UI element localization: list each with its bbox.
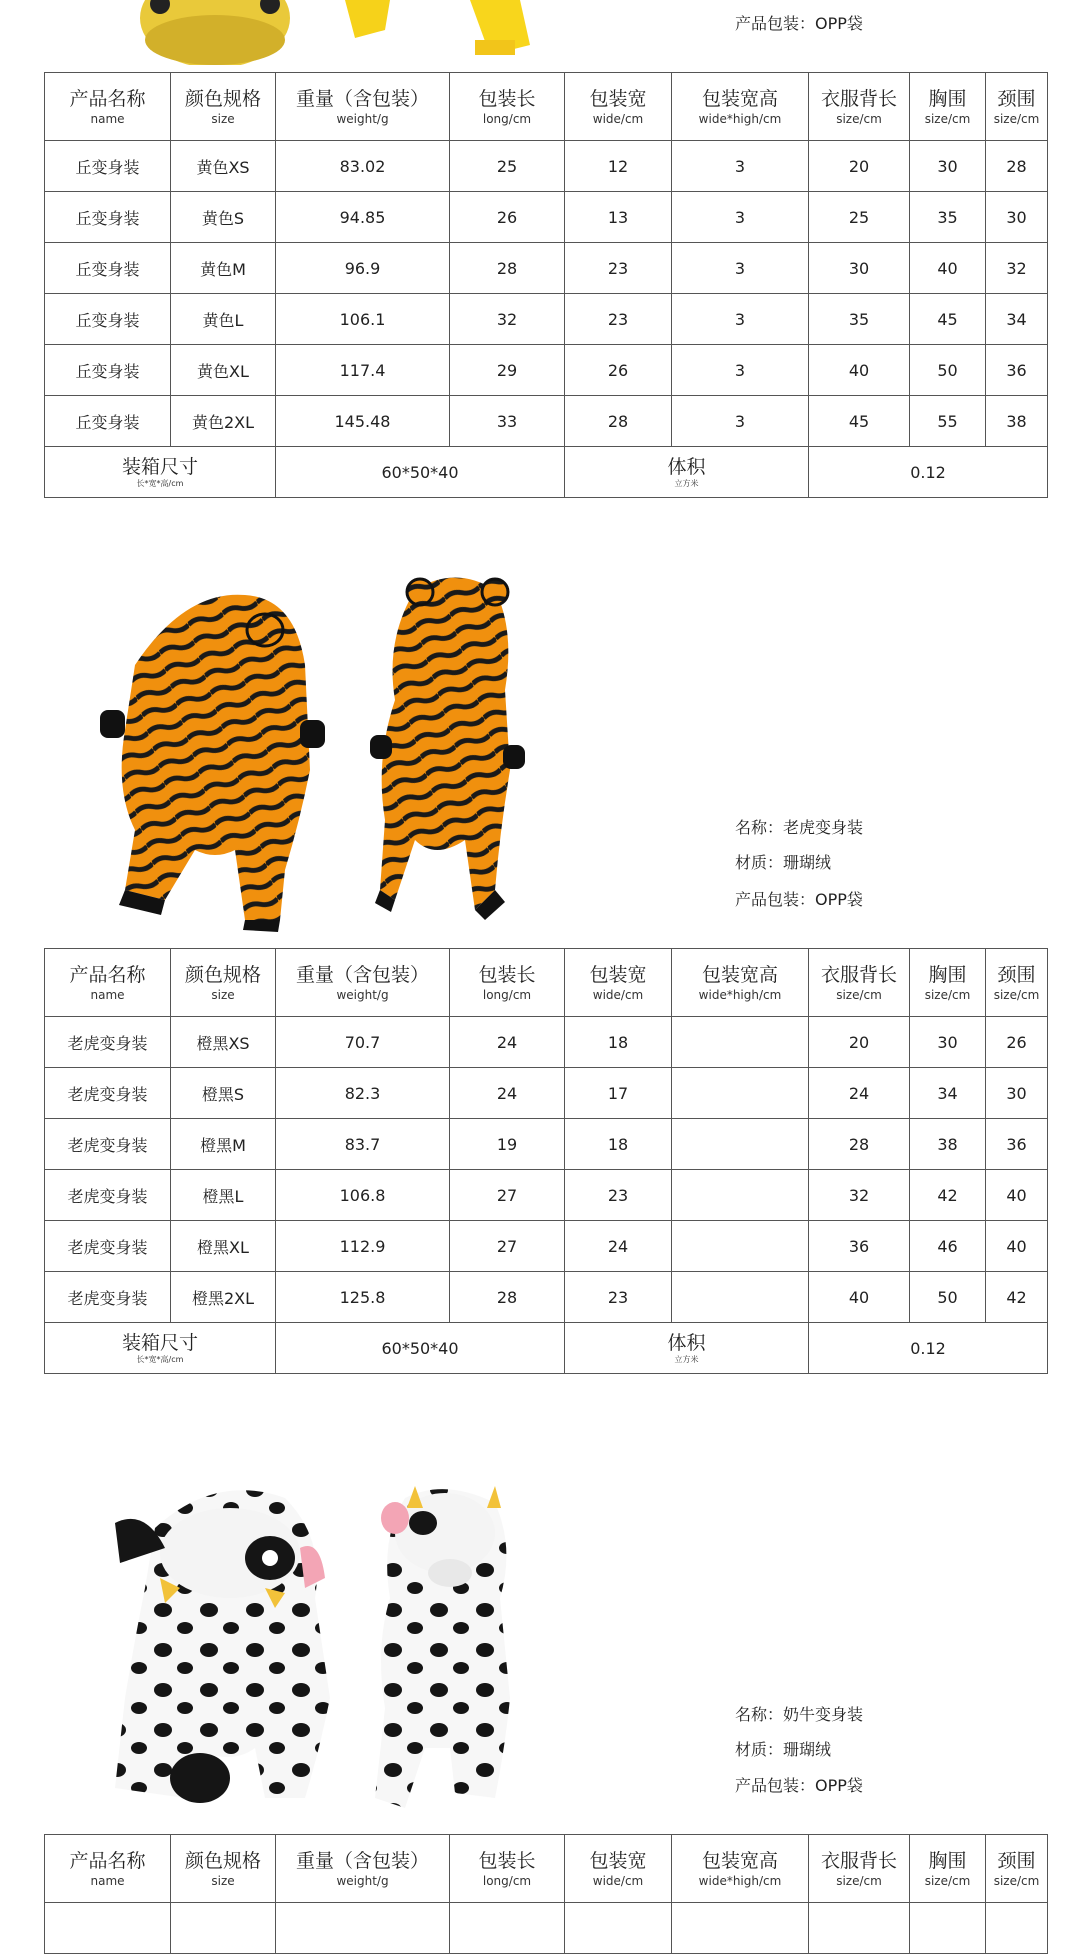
table-cell: 38 bbox=[986, 396, 1048, 447]
table-cell: 老虎变身装 bbox=[45, 1119, 171, 1170]
table-cell: 3 bbox=[672, 294, 809, 345]
table-cell: 45 bbox=[910, 294, 986, 345]
box-size-label: 装箱尺寸 长*宽*高/cm bbox=[45, 447, 276, 498]
table-cell: 33 bbox=[450, 396, 565, 447]
header-height: 包装宽高 wide*high/cm bbox=[672, 73, 809, 141]
table-cell: 24 bbox=[450, 1068, 565, 1119]
table-cell: 55 bbox=[910, 396, 986, 447]
header-back-length: 衣服背长 size/cm bbox=[809, 1835, 910, 1903]
table-cell: 26 bbox=[450, 192, 565, 243]
box-size-row bbox=[45, 1323, 1048, 1374]
table-cell: 丘变身装 bbox=[45, 396, 171, 447]
header-chest: 胸围 size/cm bbox=[910, 73, 986, 141]
table-header-row bbox=[45, 1835, 1048, 1903]
table-cell: 42 bbox=[910, 1170, 986, 1221]
table-cell: 老虎变身装 bbox=[45, 1068, 171, 1119]
table-cell: 23 bbox=[565, 1272, 672, 1323]
table-cell: 丘变身装 bbox=[45, 345, 171, 396]
table-cell: 34 bbox=[910, 1068, 986, 1119]
packaging-text: 产品包装：OPP袋 bbox=[735, 890, 863, 909]
table-cell: 145.48 bbox=[276, 396, 450, 447]
table-cell: 3 bbox=[672, 396, 809, 447]
table-cell: 30 bbox=[809, 243, 910, 294]
table-cell: 黄色2XL bbox=[171, 396, 276, 447]
header-back-length: 衣服背长 size/cm bbox=[809, 73, 910, 141]
table-row bbox=[45, 141, 1048, 192]
table-cell bbox=[672, 1221, 809, 1272]
header-back-length: 衣服背长 size/cm bbox=[809, 949, 910, 1017]
table-cell: 94.85 bbox=[276, 192, 450, 243]
header-name: 产品名称 name bbox=[45, 73, 171, 141]
table-cell: 28 bbox=[450, 243, 565, 294]
header-weight: 重量（含包装） weight/g bbox=[276, 73, 450, 141]
table-cell: 3 bbox=[672, 243, 809, 294]
table-cell: 125.8 bbox=[276, 1272, 450, 1323]
table-row bbox=[45, 396, 1048, 447]
table-row bbox=[45, 243, 1048, 294]
table-cell: 3 bbox=[672, 141, 809, 192]
packaging-text: 产品包装：OPP袋 bbox=[735, 14, 863, 33]
volume-label: 体积 立方米 bbox=[565, 447, 809, 498]
table-cell: 32 bbox=[986, 243, 1048, 294]
table-cell: 28 bbox=[565, 396, 672, 447]
table-cell: 40 bbox=[809, 1272, 910, 1323]
table-cell: 30 bbox=[986, 192, 1048, 243]
table-cell: 40 bbox=[986, 1221, 1048, 1272]
header-name: 产品名称 name bbox=[45, 949, 171, 1017]
table-cell: 29 bbox=[450, 345, 565, 396]
table-cell: 24 bbox=[450, 1017, 565, 1068]
header-length: 包装长 long/cm bbox=[450, 949, 565, 1017]
table-cell: 18 bbox=[565, 1119, 672, 1170]
table-cell: 丘变身装 bbox=[45, 243, 171, 294]
material-text: 材质：珊瑚绒 bbox=[735, 853, 832, 872]
packaging-text: 产品包装：OPP袋 bbox=[735, 1776, 863, 1795]
table-cell: 老虎变身装 bbox=[45, 1272, 171, 1323]
pikachu-costume-image bbox=[130, 0, 550, 65]
header-length: 包装长 long/cm bbox=[450, 1835, 565, 1903]
table-row bbox=[45, 1221, 1048, 1272]
header-weight: 重量（含包装） weight/g bbox=[276, 949, 450, 1017]
table-row-empty bbox=[45, 1903, 1048, 1954]
header-width: 包装宽 wide/cm bbox=[565, 949, 672, 1017]
table-cell: 28 bbox=[986, 141, 1048, 192]
table-cell: 30 bbox=[986, 1068, 1048, 1119]
table-cell bbox=[672, 1068, 809, 1119]
volume-label: 体积 立方米 bbox=[565, 1323, 809, 1374]
table-cell: 42 bbox=[986, 1272, 1048, 1323]
cow-costume-image bbox=[105, 1478, 605, 1818]
table-cell: 112.9 bbox=[276, 1221, 450, 1272]
table-cell: 106.8 bbox=[276, 1170, 450, 1221]
table-cell: 黄色M bbox=[171, 243, 276, 294]
table-cell: 黄色XS bbox=[171, 141, 276, 192]
header-chest: 胸围 size/cm bbox=[910, 1835, 986, 1903]
table-cell bbox=[672, 1272, 809, 1323]
table-cell: 35 bbox=[910, 192, 986, 243]
table-row bbox=[45, 1068, 1048, 1119]
table-cell bbox=[672, 1017, 809, 1068]
header-length: 包装长 long/cm bbox=[450, 73, 565, 141]
header-neck: 颈围 size/cm bbox=[986, 1835, 1048, 1903]
table-cell: 32 bbox=[450, 294, 565, 345]
box-size-value: 60*50*40 bbox=[276, 1323, 565, 1374]
table-cell: 26 bbox=[565, 345, 672, 396]
tiger-costume-image bbox=[95, 570, 595, 940]
table-cell: 丘变身装 bbox=[45, 294, 171, 345]
box-size-label: 装箱尺寸 长*宽*高/cm bbox=[45, 1323, 276, 1374]
table-cell: 18 bbox=[565, 1017, 672, 1068]
header-size: 颜色规格 size bbox=[171, 949, 276, 1017]
table-cell: 26 bbox=[986, 1017, 1048, 1068]
header-neck: 颈围 size/cm bbox=[986, 73, 1048, 141]
table-cell: 83.7 bbox=[276, 1119, 450, 1170]
product-name: 名称：奶牛变身装 bbox=[735, 1705, 864, 1724]
table-cell: 黄色S bbox=[171, 192, 276, 243]
table-cell: 17 bbox=[565, 1068, 672, 1119]
table-cell: 32 bbox=[809, 1170, 910, 1221]
table-cell: 82.3 bbox=[276, 1068, 450, 1119]
table-cell: 70.7 bbox=[276, 1017, 450, 1068]
volume-value: 0.12 bbox=[809, 447, 1048, 498]
table-cell: 橙黑L bbox=[171, 1170, 276, 1221]
table-cell: 27 bbox=[450, 1170, 565, 1221]
table-cell: 23 bbox=[565, 1170, 672, 1221]
table-cell: 黄色L bbox=[171, 294, 276, 345]
table-cell: 35 bbox=[809, 294, 910, 345]
material-text: 材质：珊瑚绒 bbox=[735, 1740, 832, 1759]
box-size-row bbox=[45, 447, 1048, 498]
table-cell: 45 bbox=[809, 396, 910, 447]
table-header-row bbox=[45, 949, 1048, 1017]
table-cell: 20 bbox=[809, 141, 910, 192]
spec-table-cow bbox=[44, 1834, 1048, 1954]
table-cell: 40 bbox=[809, 345, 910, 396]
table-cell: 30 bbox=[910, 141, 986, 192]
product-name: 名称：老虎变身装 bbox=[735, 818, 864, 837]
table-cell: 19 bbox=[450, 1119, 565, 1170]
table-cell: 106.1 bbox=[276, 294, 450, 345]
table-cell: 50 bbox=[910, 345, 986, 396]
table-cell: 83.02 bbox=[276, 141, 450, 192]
table-cell: 丘变身装 bbox=[45, 192, 171, 243]
header-width: 包装宽 wide/cm bbox=[565, 73, 672, 141]
table-cell: 40 bbox=[986, 1170, 1048, 1221]
table-cell: 36 bbox=[986, 1119, 1048, 1170]
table-cell: 25 bbox=[450, 141, 565, 192]
table-cell: 老虎变身装 bbox=[45, 1017, 171, 1068]
table-cell: 30 bbox=[910, 1017, 986, 1068]
table-cell: 117.4 bbox=[276, 345, 450, 396]
header-neck: 颈围 size/cm bbox=[986, 949, 1048, 1017]
table-cell: 3 bbox=[672, 192, 809, 243]
table-cell: 3 bbox=[672, 345, 809, 396]
table-header-row bbox=[45, 73, 1048, 141]
table-cell: 橙黑XL bbox=[171, 1221, 276, 1272]
table-cell: 23 bbox=[565, 243, 672, 294]
table-row bbox=[45, 1119, 1048, 1170]
box-size-value: 60*50*40 bbox=[276, 447, 565, 498]
table-row bbox=[45, 1017, 1048, 1068]
table-cell: 橙黑S bbox=[171, 1068, 276, 1119]
table-cell: 50 bbox=[910, 1272, 986, 1323]
table-cell: 橙黑2XL bbox=[171, 1272, 276, 1323]
header-size: 颜色规格 size bbox=[171, 1835, 276, 1903]
table-cell: 25 bbox=[809, 192, 910, 243]
spec-table-pikachu bbox=[44, 72, 1048, 498]
table-row bbox=[45, 1170, 1048, 1221]
table-cell: 28 bbox=[450, 1272, 565, 1323]
table-cell: 丘变身装 bbox=[45, 141, 171, 192]
table-row bbox=[45, 1272, 1048, 1323]
table-cell: 96.9 bbox=[276, 243, 450, 294]
table-cell: 36 bbox=[986, 345, 1048, 396]
table-cell: 老虎变身装 bbox=[45, 1221, 171, 1272]
spec-table-tiger bbox=[44, 948, 1048, 1374]
table-cell: 老虎变身装 bbox=[45, 1170, 171, 1221]
header-height: 包装宽高 wide*high/cm bbox=[672, 949, 809, 1017]
table-cell: 46 bbox=[910, 1221, 986, 1272]
header-width: 包装宽 wide/cm bbox=[565, 1835, 672, 1903]
table-cell: 24 bbox=[809, 1068, 910, 1119]
table-cell: 34 bbox=[986, 294, 1048, 345]
table-row bbox=[45, 192, 1048, 243]
table-cell: 28 bbox=[809, 1119, 910, 1170]
table-cell: 橙黑XS bbox=[171, 1017, 276, 1068]
table-cell: 36 bbox=[809, 1221, 910, 1272]
header-name: 产品名称 name bbox=[45, 1835, 171, 1903]
table-cell: 23 bbox=[565, 294, 672, 345]
table-cell bbox=[672, 1170, 809, 1221]
table-cell: 24 bbox=[565, 1221, 672, 1272]
table-cell bbox=[672, 1119, 809, 1170]
table-cell: 橙黑M bbox=[171, 1119, 276, 1170]
header-height: 包装宽高 wide*high/cm bbox=[672, 1835, 809, 1903]
table-cell: 40 bbox=[910, 243, 986, 294]
table-cell: 20 bbox=[809, 1017, 910, 1068]
table-row bbox=[45, 345, 1048, 396]
table-cell: 12 bbox=[565, 141, 672, 192]
table-cell: 38 bbox=[910, 1119, 986, 1170]
header-weight: 重量（含包装） weight/g bbox=[276, 1835, 450, 1903]
volume-value: 0.12 bbox=[809, 1323, 1048, 1374]
table-cell: 27 bbox=[450, 1221, 565, 1272]
header-size: 颜色规格 size bbox=[171, 73, 276, 141]
table-cell: 13 bbox=[565, 192, 672, 243]
table-row bbox=[45, 294, 1048, 345]
header-chest: 胸围 size/cm bbox=[910, 949, 986, 1017]
table-cell: 黄色XL bbox=[171, 345, 276, 396]
